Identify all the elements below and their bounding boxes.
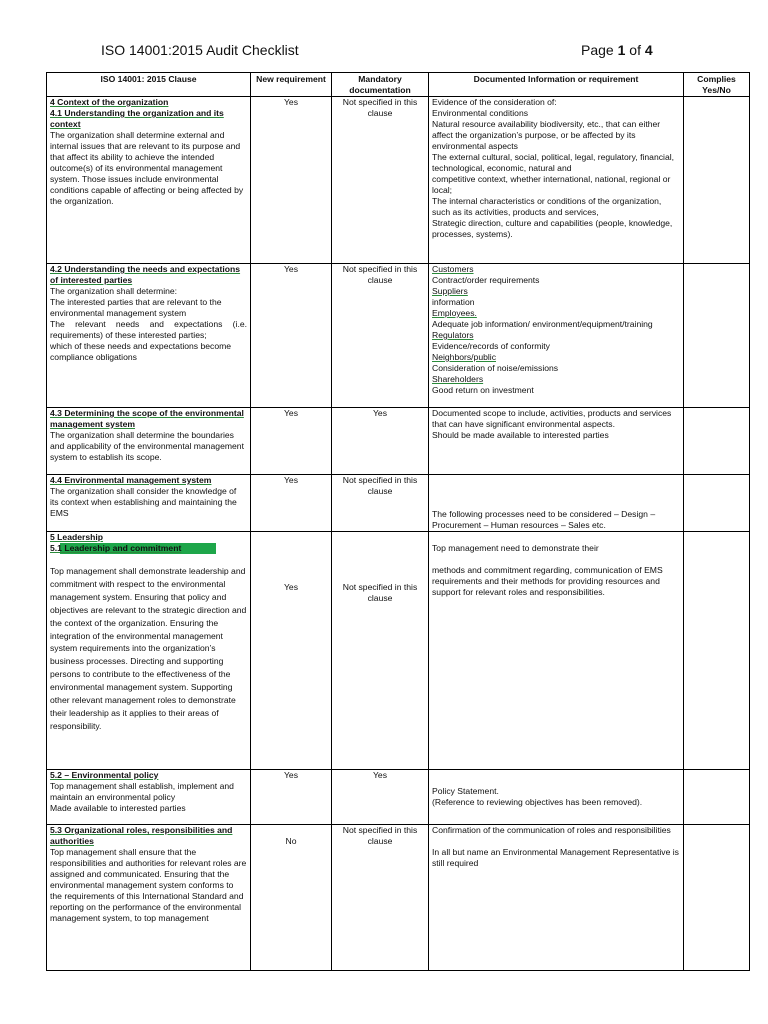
- documented-information-cell: [429, 264, 684, 408]
- clause-heading: 5.3 Organizational roles, responsibilities and authorities: [50, 825, 233, 846]
- table-row: [47, 475, 750, 532]
- clause-text: Top management shall ensure that the responsibilities and authorities for relevant roles are assigned and communicated. Ensuring that the environmental management system conforms to the requirements of this International Standard and reporting on the performance of the environmental management system, to top management: [50, 847, 247, 923]
- documented-information-cell: [429, 770, 684, 825]
- clause-text: which of these needs and expectations become compliance obligations: [50, 341, 232, 362]
- doc-info-line: Natural resource availability biodiversity, etc., that can either affect the organization’s purpose, or be affected by its environmental aspects: [432, 119, 661, 151]
- doc-info-line: Confirmation of the communication of roles and responsibilities: [432, 825, 671, 835]
- doc-info-line: Should be made available to interested parties: [432, 430, 609, 440]
- doc-info-line: Consideration of noise/emissions: [432, 363, 559, 373]
- doc-info-line: Environmental conditions: [432, 108, 529, 118]
- complies-cell[interactable]: [684, 408, 750, 475]
- new-requirement-cell: Yes: [251, 408, 332, 475]
- documented-information-cell: [429, 97, 684, 264]
- mandatory-documentation-cell: Not specified in this clause: [332, 97, 429, 264]
- clause-heading: 5 Leadership: [50, 532, 104, 542]
- clause-cell: [47, 475, 251, 532]
- complies-cell[interactable]: [684, 770, 750, 825]
- clause-heading-highlighted: [50, 543, 247, 554]
- doc-info-line: Neighbors/public: [432, 352, 497, 362]
- header-clause: ISO 14001: 2015 Clause: [47, 73, 251, 97]
- doc-info-line: Top management need to demonstrate their: [432, 543, 599, 553]
- clause-cell: [47, 97, 251, 264]
- spacer: [50, 554, 247, 565]
- table-header-row: [47, 73, 750, 97]
- new-requirement-cell: Yes: [251, 532, 332, 770]
- table-row: [47, 770, 750, 825]
- mandatory-documentation-cell: Yes: [332, 770, 429, 825]
- spacer: [432, 836, 680, 847]
- doc-info-line: Strategic direction, culture and capabilities (people, knowledge, processes, systems).: [432, 218, 673, 239]
- documented-information-cell: [429, 475, 684, 532]
- clause-cell: [47, 264, 251, 408]
- doc-info-line: Regulators: [432, 330, 474, 340]
- page-number: Page 1 of 4: [581, 42, 653, 58]
- doc-info-line: The external cultural, social, political, legal, regulatory, financial, technological, economic, natural and: [432, 152, 675, 173]
- table-row: [47, 532, 750, 770]
- doc-info-line: The internal characteristics or conditions of the organization, such as its activities, products and services,: [432, 196, 662, 217]
- header-complies: Complies Yes/No: [684, 73, 750, 97]
- audit-checklist-table: [46, 72, 750, 971]
- clause-heading: 5.2 – Environmental policy: [50, 770, 159, 780]
- doc-info-line: methods and commitment regarding, communication of EMS requirements and their methods for providing resources and support for relevant roles and responsibilities.: [432, 565, 663, 597]
- new-requirement-cell: Yes: [251, 770, 332, 825]
- doc-info-line: (Reference to reviewing objectives has been removed).: [432, 797, 643, 807]
- doc-info-line: information: [432, 297, 475, 307]
- clause-heading: 5.1 Leadership and commitment: [50, 543, 182, 553]
- clause-heading: 4.2 Understanding the needs and expectations of interested parties: [50, 264, 241, 285]
- clause-heading: 4.4 Environmental management system: [50, 475, 212, 485]
- doc-info-line: Policy Statement.: [432, 786, 499, 796]
- new-requirement-cell: Yes: [251, 264, 332, 408]
- spacer: [432, 554, 680, 565]
- clause-text: Top management shall establish, implement and maintain an environmental policy: [50, 781, 234, 802]
- doc-info-line: Evidence of the consideration of:: [432, 97, 557, 107]
- clause-cell: [47, 825, 251, 971]
- clause-text: Made available to interested parties: [50, 803, 186, 813]
- doc-info-line: Documented scope to include, activities, products and services that can have significant environmental aspects.: [432, 408, 672, 429]
- new-requirement-cell: Yes: [251, 475, 332, 532]
- mandatory-documentation-cell: Not specified in this clause: [332, 264, 429, 408]
- mandatory-documentation-cell: Not specified in this clause: [332, 532, 429, 770]
- clause-heading: 4.3 Determining the scope of the environmental management system: [50, 408, 244, 429]
- mandatory-documentation-cell: Yes: [332, 408, 429, 475]
- complies-cell[interactable]: [684, 264, 750, 408]
- clause-text: The organization shall determine:: [50, 286, 178, 296]
- clause-text: The organization shall determine the boundaries and applicability of the environmental management system to establish its scope.: [50, 430, 244, 462]
- clause-heading: 4 Context of the organization: [50, 97, 169, 107]
- doc-info-line: The following processes need to be considered – Design – Procurement – Human resources – Sales etc.: [432, 509, 656, 530]
- clause-text: Top management shall demonstrate leadership and commitment with respect to the environmental management system. Ensuring that policy and objectives are relevant to the strategic direction and the context of the organization. Ensuring the integration of the environmental management system requirements into the organization’s business processes. Directing and supporting persons to contribute to the effectiveness of the environmental management system. Supporting other relevant management roles to demonstrate their leadership as it applies to their areas of responsibility.: [50, 566, 247, 731]
- doc-info-line: Contract/order requirements: [432, 275, 540, 285]
- documented-information-cell: [429, 825, 684, 971]
- documented-information-cell: [429, 408, 684, 475]
- clause-cell: [47, 532, 251, 770]
- doc-info-line: Customers: [432, 264, 474, 274]
- doc-info-line: Employees.: [432, 308, 477, 318]
- doc-info-line: Adequate job information/ environment/equipment/training: [432, 319, 653, 329]
- mandatory-documentation-cell: Not specified in this clause: [332, 825, 429, 971]
- doc-info-line: Evidence/records of conformity: [432, 341, 550, 351]
- clause-heading: 4.1 Understanding the organization and its context: [50, 108, 224, 129]
- clause-text: The organization shall consider the knowledge of its context when establishing and maintaining the EMS: [50, 486, 237, 518]
- page-header: [0, 42, 768, 62]
- doc-info-line: Suppliers: [432, 286, 468, 296]
- doc-info-line: Shareholders: [432, 374, 484, 384]
- documented-information-cell: [429, 532, 684, 770]
- table-row: [47, 825, 750, 971]
- complies-cell[interactable]: [684, 825, 750, 971]
- new-requirement-cell: Yes: [251, 97, 332, 264]
- header-mandatory-documentation: Mandatory documentation: [332, 73, 429, 97]
- document-title: ISO 14001:2015 Audit Checklist: [101, 42, 299, 58]
- doc-info-line: Good return on investment: [432, 385, 534, 395]
- new-requirement-cell: No: [251, 825, 332, 971]
- clause-text: The organization shall determine external and internal issues that are relevant to its purpose and that affect its ability to achieve the intended outcome(s) of its environmental management system. Those issues include environmental conditions capable of affecting or being affected by the organization.: [50, 130, 244, 206]
- clause-cell: [47, 408, 251, 475]
- clause-cell: [47, 770, 251, 825]
- complies-cell[interactable]: [684, 532, 750, 770]
- complies-cell[interactable]: [684, 97, 750, 264]
- header-documented-information: Documented Information or requirement: [429, 73, 684, 97]
- table-row: [47, 408, 750, 475]
- doc-info-line: competitive context, whether international, national, regional or local;: [432, 174, 671, 195]
- complies-cell[interactable]: [684, 475, 750, 532]
- spacer: [432, 532, 680, 543]
- table-row: [47, 97, 750, 264]
- clause-text: The interested parties that are relevant to the environmental management system: [50, 297, 222, 318]
- table-row: [47, 264, 750, 408]
- header-new-requirement: New requirement: [251, 73, 332, 97]
- doc-info-line: In all but name an Environmental Management Representative is still required: [432, 847, 679, 868]
- mandatory-documentation-cell: Not specified in this clause: [332, 475, 429, 532]
- clause-text: The relevant needs and expectations (i.e. requirements) of these interested parties;: [50, 319, 247, 340]
